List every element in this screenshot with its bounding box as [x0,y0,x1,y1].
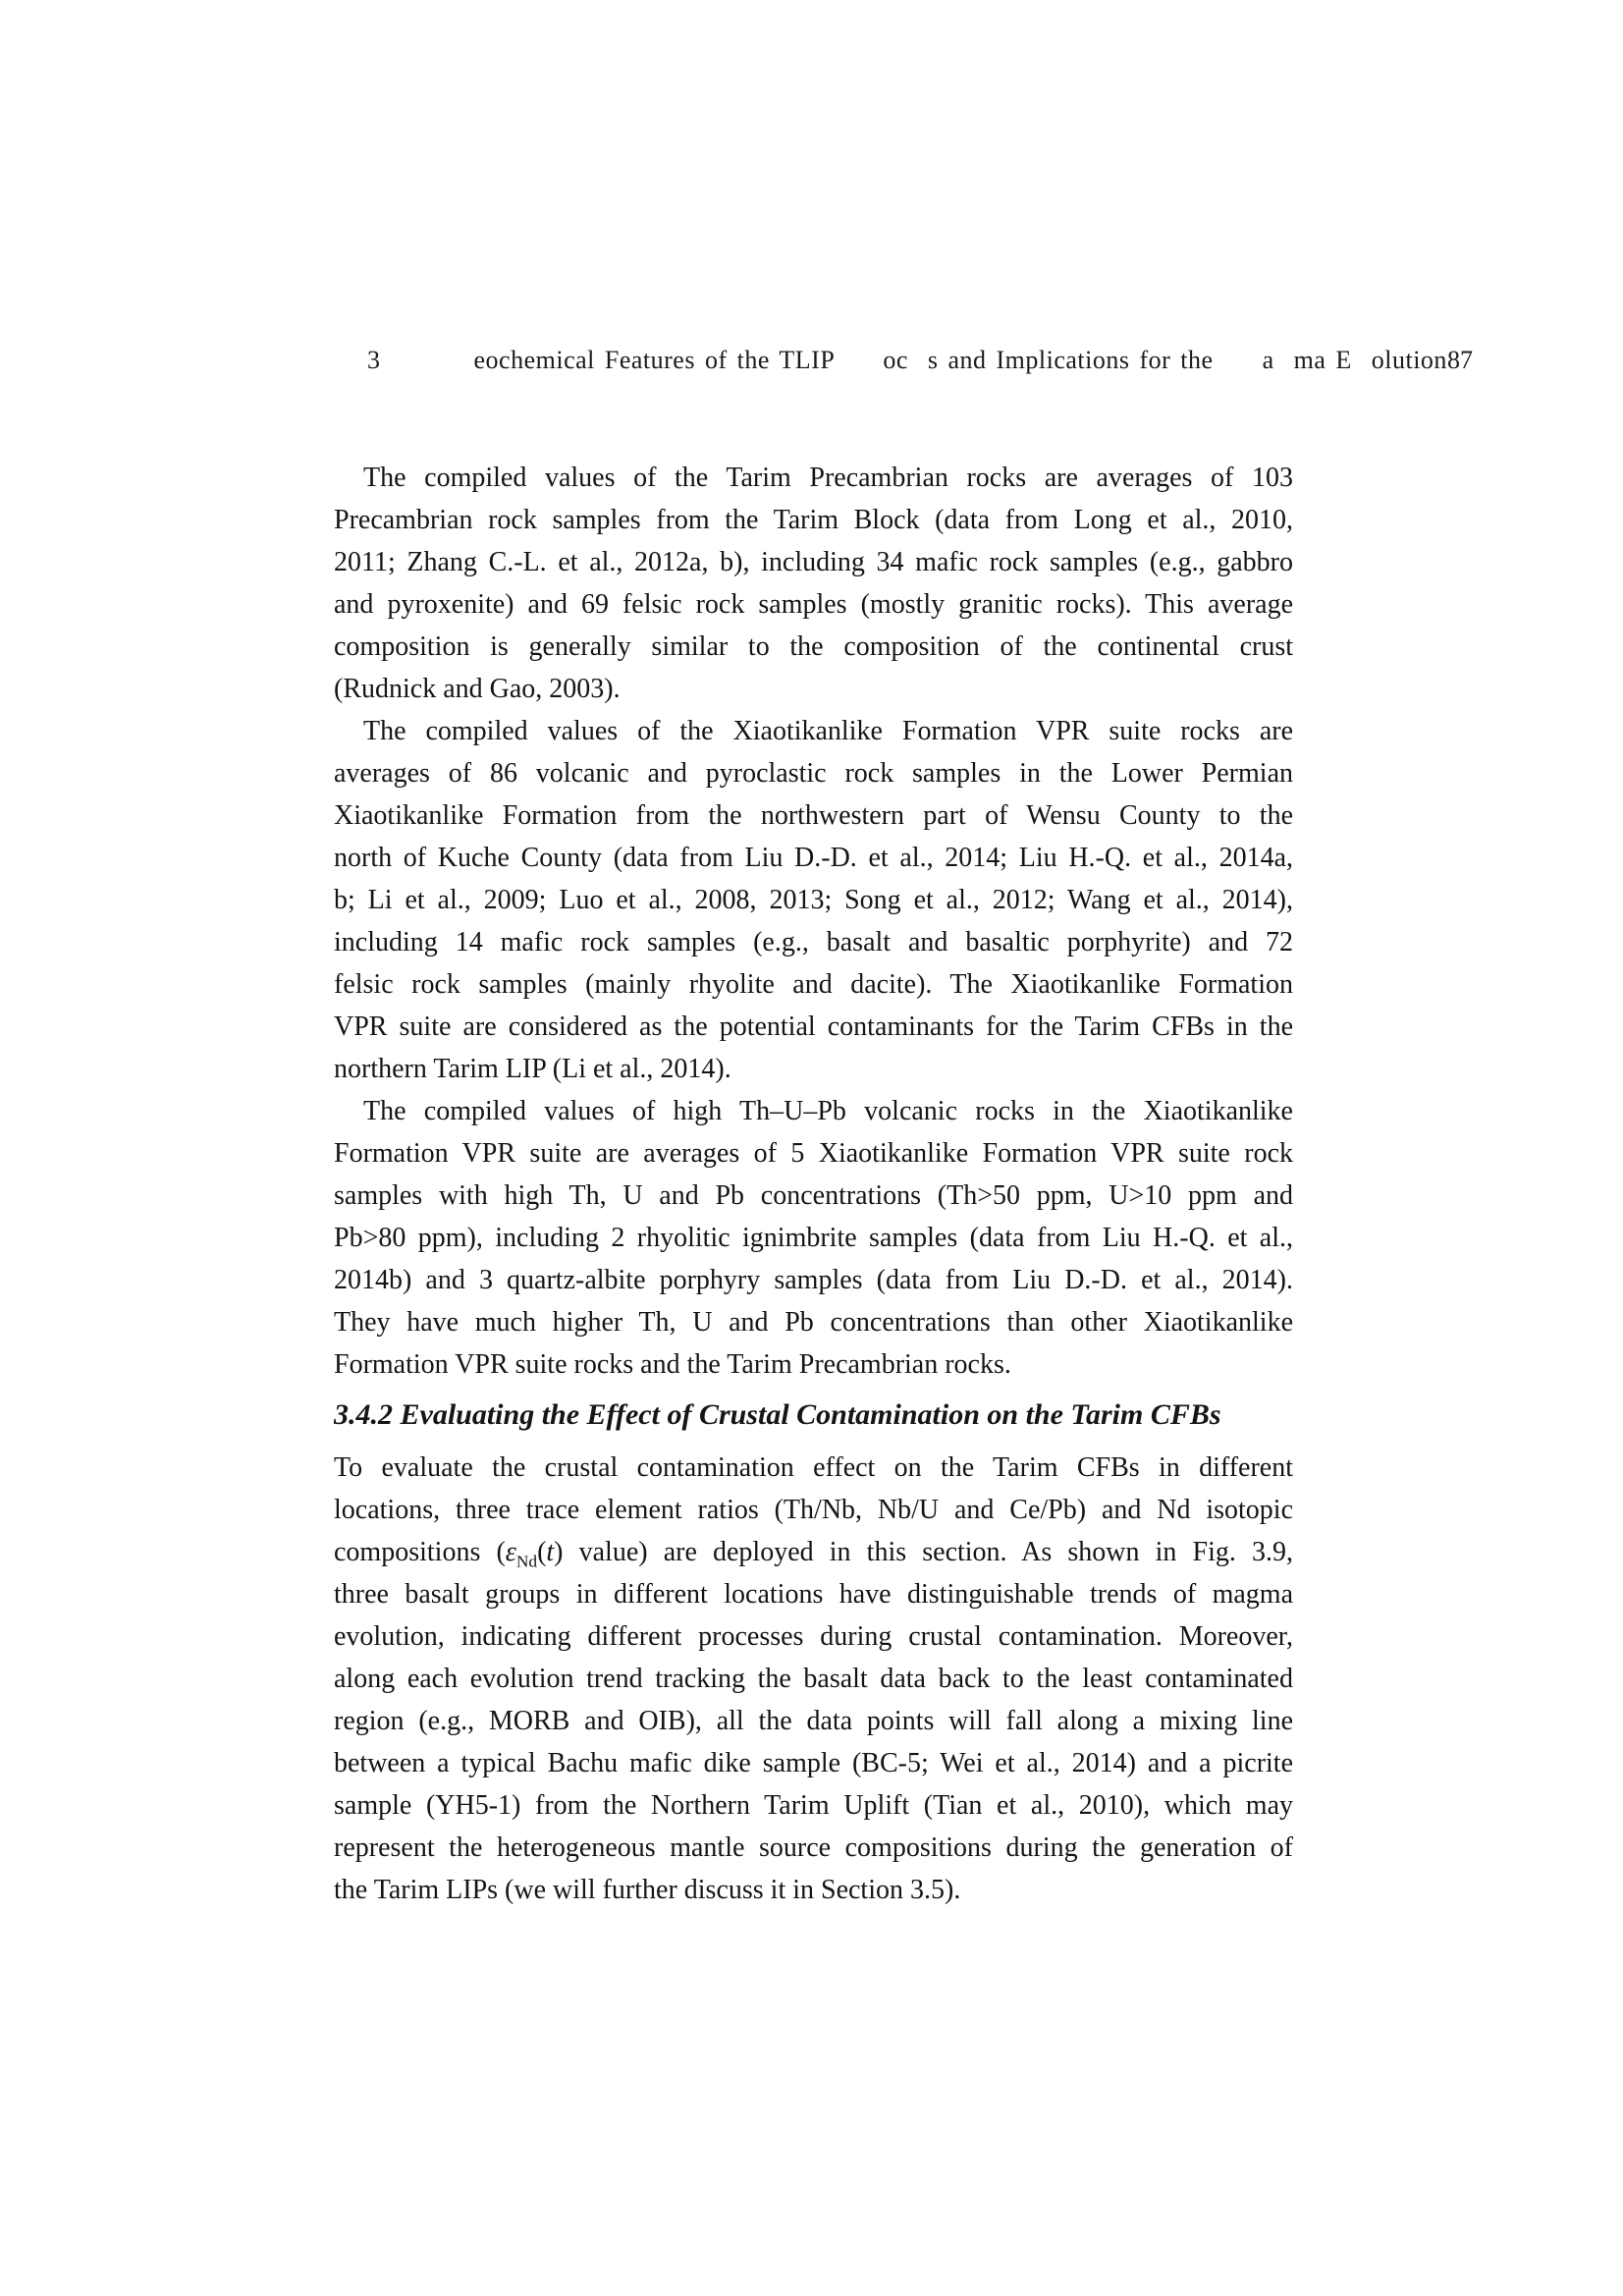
text-line: To evaluate the crustal contamination effect on the Tarim CFBs in different [334,1452,1293,1483]
text-line: locations, three trace element ratios (Th/Nb, Nb/U and Ce/Pb) and Nd isotopic [334,1495,1293,1525]
page-content [334,346,1473,1911]
text-line: b; Li et al., 2009; Luo et al., 2008, 2013; Song et al., 2012; Wang et al., 2014), [334,885,1293,915]
paragraph-crustal-contamination-evaluation [334,1447,1293,1911]
text-line: compositions ($\varepsilon_{Nd}(t)$ value) are deployed in this section. As shown in Fig. 3.9, [334,1537,1293,1571]
text-line: Formation VPR suite are averages of 5 Xiaotikanlike Formation VPR suite rock [334,1138,1293,1169]
text-line: VPR suite are considered as the potential contaminants for the Tarim CFBs in the [334,1011,1293,1042]
text-line: north of Kuche County (data from Liu D.-D. et al., 2014; Liu H.-Q. et al., 2014a, [334,843,1293,873]
text-line: represent the heterogeneous mantle source compositions during the generation of [334,1832,1293,1863]
chapter-number: 3 [367,346,381,374]
text-line: sample (YH5-1) from the Northern Tarim Uplift (Tian et al., 2010), which may [334,1790,1293,1821]
paragraph-tarim-precambrian [334,457,1293,710]
text-line: (Rudnick and Gao, 2003). [334,674,621,704]
text-line: samples with high Th, U and Pb concentrations (Th>50 ppm, U>10 ppm and [334,1180,1293,1211]
text-line: including 14 mafic rock samples (e.g., basalt and basaltic porphyrite) and 72 [334,927,1293,957]
text-line: Formation VPR suite rocks and the Tarim Precambrian rocks. [334,1349,1011,1380]
text-line: felsic rock samples (mainly rhyolite and dacite). The Xiaotikanlike Formation [334,969,1293,1000]
paragraph-high-th-u-pb [334,1090,1293,1386]
running-header [334,346,1473,375]
text-line: composition is generally similar to the composition of the continental crust [334,631,1293,662]
paragraph-xiaotikanlike-vpr-suite [334,710,1293,1090]
text-line: The compiled values of high Th–U–Pb volcanic rocks in the Xiaotikanlike [363,1096,1293,1126]
text-line: 2011; Zhang C.-L. et al., 2012a, b), including 34 mafic rock samples (e.g., gabbro [334,547,1293,577]
text-line: the Tarim LIPs (we will further discuss it in Section 3.5). [334,1875,961,1905]
text-line: and pyroxenite) and 69 felsic rock samples (mostly granitic rocks). This average [334,589,1293,620]
text-line: between a typical Bachu mafic dike sample (BC-5; Wei et al., 2014) and a picrite [334,1748,1293,1778]
text-line: Precambrian rock samples from the Tarim Block (data from Long et al., 2010, [334,505,1293,535]
text-line: evolution, indicating different processes during crustal contamination. Moreover, [334,1621,1293,1652]
text-line: The compiled values of the Xiaotikanlike Formation VPR suite rocks are [363,716,1293,746]
text-line: They have much higher Th, U and Pb concentrations than other Xiaotikanlike [334,1307,1293,1338]
text-line: averages of 86 volcanic and pyroclastic rock samples in the Lower Permian [334,758,1293,789]
text-line: three basalt groups in different locations have distinguishable trends of magma [334,1579,1293,1610]
page-number: 87 [1446,346,1473,374]
text-line: Pb>80 ppm), including 2 rhyolitic ignimbrite samples (data from Liu H.-Q. et al., [334,1223,1293,1253]
text-line: region (e.g., MORB and OIB), all the data points will fall along a mixing line [334,1706,1293,1736]
text-line: northern Tarim LIP (Li et al., 2014). [334,1054,731,1084]
text-line: Xiaotikanlike Formation from the northwestern part of Wensu County to the [334,800,1293,831]
text-line: along each evolution trend tracking the basalt data back to the least contaminated [334,1664,1293,1694]
section-heading-3-4-2: 3.4.2 Evaluating the Effect of Crustal Contamination on the Tarim CFBs [334,1398,1221,1431]
running-header-title: eochemical Features of the TLIP oc s and Implications for the a ma E olution [473,346,1447,374]
text-line: The compiled values of the Tarim Precambrian rocks are averages of 103 [363,463,1293,493]
text-line: 2014b) and 3 quartz-albite porphyry samples (data from Liu D.-D. et al., 2014). [334,1265,1293,1295]
